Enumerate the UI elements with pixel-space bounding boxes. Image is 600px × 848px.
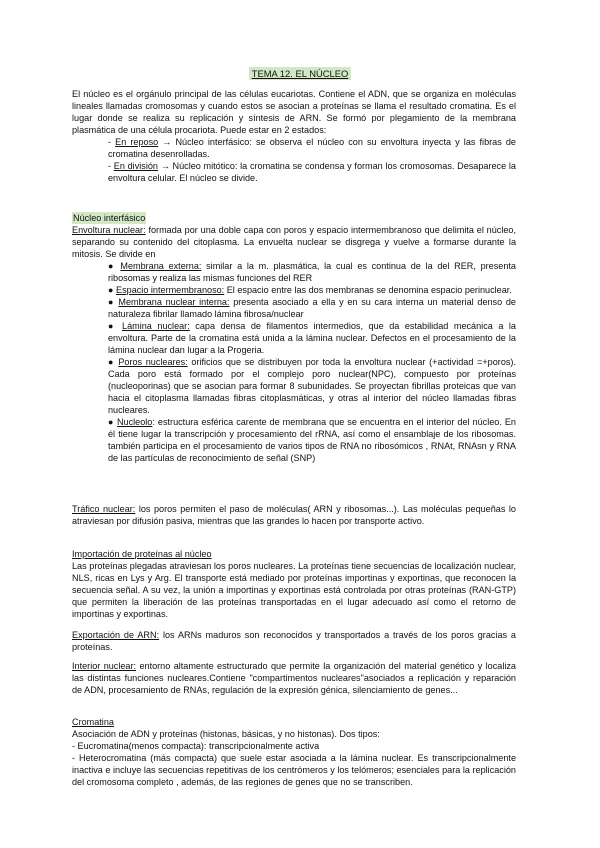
- list-item: [72, 296, 516, 320]
- section-heading: Cromatina: [72, 717, 114, 727]
- importacion-paragraph: Las proteínas plegadas atraviesan los poros nucleares. La proteínas tiene secuencias de localización nuclear, NLS, ricas en Lys y Arg. El transporte está mediado por proteínas importinas y exportinas, que reconocen la secuencia señal. A su vez, la unión a importinas y exportinas está controlada por otras proteínas (RAN-GTP) que permiten la liberación de las proteínas transportadas en el lugar adecuado así como el retorno de importinas y exportinas.: [72, 561, 516, 619]
- item-term: Nucleolo: [116, 417, 153, 427]
- state-term: En división: [113, 161, 158, 171]
- cromatina-line: - Eucromatina(menos compacta): transcripcionalmente activa: [72, 741, 320, 751]
- bullet: ●: [108, 417, 117, 427]
- item-text: presenta asociado a ella y en su cara interna un material denso de naturaleza fibrilar llamado lámina fibrosa/nuclear: [108, 297, 516, 319]
- section-heading: Importación de proteínas al núcleo: [72, 549, 212, 559]
- importacion-section: [72, 548, 516, 620]
- interior-paragraph: [72, 660, 516, 696]
- list-item: [72, 356, 516, 416]
- state-division: [72, 160, 516, 184]
- interior-text: entorno altamente estructurado que permite la organización del material genético y localiza las distintas funciones nucleares.Contiene "compartimentos nucleares"asociados a replicación y reparación de ADN, procesamiento de RNAs, regulación de la expresión génica, silenciamiento de genes...: [72, 661, 516, 695]
- state-term: En reposo: [115, 137, 159, 147]
- bullet: ●: [108, 285, 117, 295]
- trafico-section: [72, 503, 516, 527]
- item-term: Lámina nuclear:: [122, 321, 190, 331]
- exportacion-term: Exportación de ARN:: [72, 630, 160, 640]
- exportacion-section: [72, 629, 516, 653]
- item-text: similar a la m. plasmática, la cual es continua de la del RER, presenta ribosomas y realiza las mismas funciones del RER: [108, 261, 516, 283]
- state-text: → Núcleo interfásico: se observa el núcleo con su envoltura inyecta y las fibras de cromatina desenrolladas.: [108, 137, 516, 159]
- list-item: [72, 416, 516, 464]
- state-text: → Núcleo mitótico: la cromatina se condensa y forman los cromosomas. Desaparece la envoltura celular. El núcleo se divide.: [108, 161, 516, 183]
- interior-section: [72, 660, 516, 696]
- cromatina-line: Asociación de ADN y proteínas (histonas, básicas, y no histonas). Dos tipos:: [72, 729, 380, 739]
- bullet: ●: [108, 357, 119, 367]
- cromatina-line: - Heterocromatina (más compacta) que suele estar asociada a la lámina nuclear. Es transcripcionalmente inactiva e incluye las secuencias repetitivas de los centrómeros y los telómeros; esenciales para la replicación del cromosoma completo , además, de las regiones de genes que no se transcriben.: [72, 753, 516, 787]
- item-term: Membrana externa:: [120, 261, 202, 271]
- item-term: Membrana nuclear interna:: [118, 297, 230, 307]
- item-text: capa densa de filamentos intermedios, que da estabilidad mecánica a la envoltura. Parte de la cromatina está unida a la lámina nuclear. Defectos en el procesamiento de la lámina nuclear dan lugar a la Progeria.: [108, 321, 516, 355]
- bullet: ●: [108, 261, 121, 271]
- list-item: [72, 320, 516, 356]
- trafico-text: los poros permiten el paso de moléculas( ARN y ribosomas...). Las moléculas pequeñas lo atraviesan por difusión pasiva, mientras que las grandes lo hacen por transporte activo.: [72, 504, 516, 526]
- intro-paragraph: El núcleo es el orgánulo principal de las células eucariotas. Contiene el ADN, que se organiza en moléculas lineales llamadas cromosomas y cuando estos se asocian a proteínas se llama el resultado cromatina. Es el lugar donde se realiza su replicación y síntesis de ARN. Se formó por plegamiento de la membrana plasmática de una célula procariota. Puede estar en 2 estados:: [72, 89, 516, 135]
- exportacion-text: los ARNs maduros son reconocidos y transportados a través de los poros gracias a proteínas.: [72, 630, 516, 652]
- state-prefix: -: [108, 161, 114, 171]
- item-term: Espacio intermembranoso:: [116, 285, 225, 295]
- cromatina-section: [72, 716, 516, 788]
- interfasico-section: [72, 212, 516, 464]
- item-text: orificios que se distribuyen por toda la envoltura nuclear (+actividad =+poros). Cada poro está formado por el complejo poro nuclear(NPC), compuesto por proteínas (nucleoporinas) que se asocian para formar 8 subunidades. Se proyectan fibrillas proteicas que van hacia el citoplasma llamadas fibras citoplasmáticas, y otras al interior del núcleo llamadas fibras nucleares.: [108, 357, 516, 415]
- state-reposo: [72, 136, 516, 160]
- envoltura-paragraph: [72, 224, 516, 260]
- item-text: El espacio entre las dos membranas se denomina espacio perinuclear.: [224, 285, 512, 295]
- envoltura-text: formada por una doble capa con poros y espacio intermembranoso que delimita el núcleo, separando su contenido del citoplasma. La envuelta nuclear se disgrega y vuelve a formarse durante la mitosis. Se divide en: [72, 225, 517, 259]
- item-term: Poros nucleares:: [118, 357, 188, 367]
- envoltura-term: Envoltura nuclear:: [72, 225, 146, 235]
- trafico-paragraph: [72, 503, 516, 527]
- list-item: [72, 284, 516, 296]
- item-text: : estructura esférica carente de membrana que se encuentra en el interior del núcleo. En él tiene lugar la transcripción y procesamiento del rRNA, así como el ensamblaje de los ribosomas. también participa en el procesamiento de varios tipos de RNA no ribosómicos , RNAt, RNAsn y RNA de las partículas de reconocimiento de señal (SNP): [108, 417, 516, 463]
- page-title: TEMA 12. EL NÚCLEO: [249, 67, 352, 80]
- section-heading: Núcleo interfásico: [73, 213, 146, 223]
- title-container: [0, 67, 600, 80]
- list-item: [72, 260, 516, 284]
- bullet: ●: [108, 297, 119, 307]
- exportacion-paragraph: [72, 629, 516, 653]
- interior-term: Interior nuclear:: [72, 661, 137, 671]
- intro-section: [72, 88, 516, 184]
- trafico-term: Tráfico nuclear:: [72, 504, 136, 514]
- bullet: ●: [108, 321, 123, 331]
- state-prefix: -: [108, 137, 116, 147]
